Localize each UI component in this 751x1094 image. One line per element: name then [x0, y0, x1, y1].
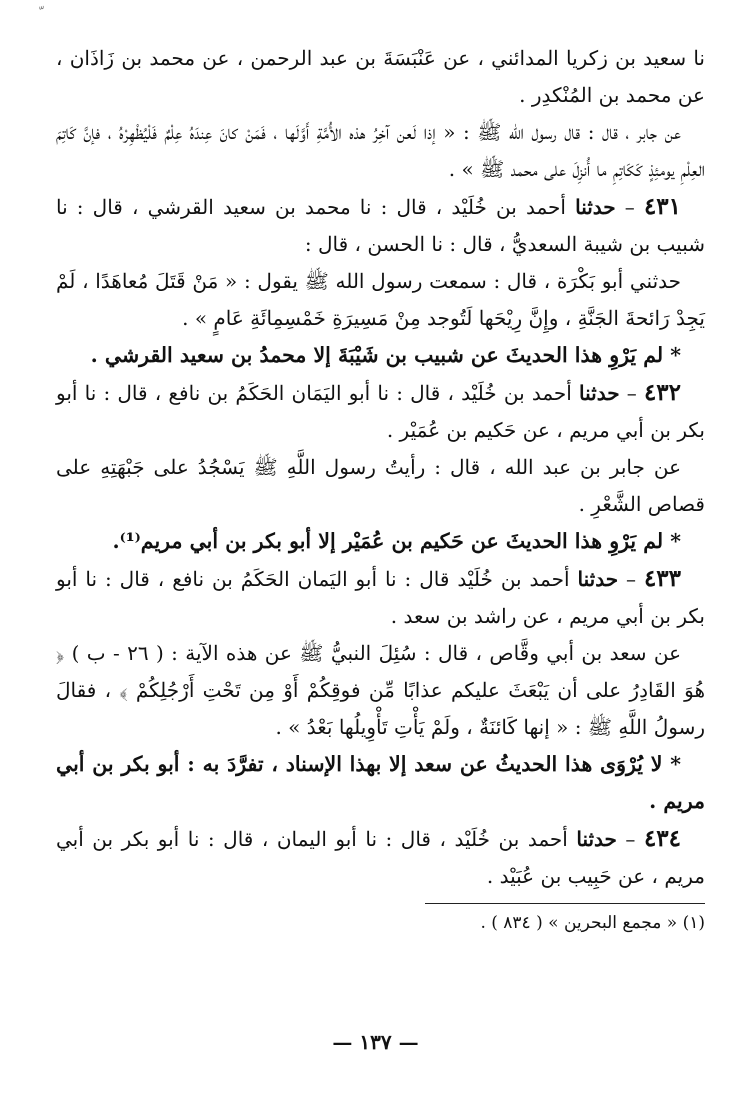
footnote-rule: [425, 903, 705, 904]
paragraph-5: [56, 337, 705, 374]
paragraph-4: [56, 263, 705, 337]
paragraph-text: حدثني أبو بَكْرَة ، قال : سمعت رسول الله ﷺ يقول : « مَنْ قَتَلَ مُعاهَدًا ، لَمْ يَجِدْ رَائحةَ الجَنَّةِ ، وإِنَّ رِيْحَها لَتُوجد مِنْ مَسِيرَةِ خَمْسِمِائَةِ عَامٍ » .: [56, 269, 705, 330]
paragraph-1: [56, 40, 705, 114]
paragraph-8: [56, 523, 705, 560]
paragraph-text: أحمد بن خُلَيْد ، قال : نا أبو اليمان ، قال : نا أبو بكر بن أبي مريم ، عن حَبِيب بن عُبَيْد .: [56, 827, 705, 888]
paragraph-7: [56, 449, 705, 523]
paragraph-text: عن سعد بن أبي وقَّاص ، قال : سُئِلَ النبيُّ ﷺ عن هذه الآية : ( ٢٦ - ب ) ﴿ هُوَ القَادِرُ على أن يَبْعَثَ عليكم عذابًا مِّن فوقِكُمْ أَوْ مِن تَحْتِ أَرْجُلِكُمْ ﴾ ، فقالَ رسولُ اللَّهِ ﷺ : « إنها كَائنَةٌ ، ولَمْ يَأْتِ تَأْوِيلُها بَعْدُ » .: [56, 641, 705, 739]
paragraph-text: عن جابر ، قال : قال رسول الله ﷺ : « إذا لَعن آخِرُ هذه الأُمَّةِ أَوَّلَها ، فَمَنْ كانَ عِندَهُ عِلْمٌ فَلْيُظْهِرْهُ ، فإنَّ كَاتِمَ العِلْمِ يومئِذٍ كَكَاتِمِ ما أُنزِلَ على محمد ﷺ » .: [56, 120, 705, 181]
paragraph-9: ٤٣٣ – حدثنا أحمد بن خُلَيْد قال : نا أبو اليَمان الحَكَمُ بن نافع ، قال : نا أبو بكر بن أبي مريم ، عن راشد بن سعد .: [56, 565, 705, 628]
paragraph-text: * لم يَرْوِ هذا الحديثَ عن حَكيم بن عُمَيْر إلا أبو بكر بن أبي مريم⁽¹⁾.: [112, 529, 681, 553]
paragraph-text: أحمد بن خُلَيْد ، قال : نا محمد بن سعيد القرشي ، قال : نا شبيب بن شيبة السعديُّ ، قال : نا الحسن ، قال :: [56, 195, 705, 256]
hadith-number: ٤٣١: [643, 193, 681, 220]
paragraph-text: أحمد بن خُلَيْد قال : نا أبو اليَمان الحَكَمُ بن نافع ، قال : نا أبو بكر بن أبي مريم ، عن راشد بن سعد .: [56, 567, 705, 628]
haddathana-label: حدثنا: [579, 381, 620, 405]
paragraph-text: نا سعيد بن زكريا المدائني ، عن عَنْبَسَةَ بن عبد الرحمن ، عن محمد بن زَاذَان ، عن محمد بن المُنْكدِر .: [56, 46, 705, 107]
paragraph-2: [56, 114, 705, 188]
page-number: — ١٣٧ —: [332, 1030, 419, 1054]
hadith-number: ٤٣٣: [643, 565, 682, 592]
haddathana-label: حدثنا: [575, 195, 616, 219]
paragraph-text: * لا يُرْوَى هذا الحديثُ عن سعد إلا بهذا الإسناد ، تفرَّدَ به : أبو بكر بن أبي مريم .: [56, 752, 705, 813]
paragraph-12: ٤٣٤ – حدثنا أحمد بن خُلَيْد ، قال : نا أبو اليمان ، قال : نا أبو بكر بن أبي مريم ، عن حَبِيب بن عُبَيْد .: [56, 825, 705, 888]
paragraph-11: [56, 746, 705, 820]
paragraph-3: ٤٣١ – حدثنا أحمد بن خُلَيْد ، قال : نا محمد بن سعيد القرشي ، قال : نا شبيب بن شيبة السعديُّ ، قال : نا الحسن ، قال :: [56, 193, 705, 256]
paragraph-text: عن جابر بن عبد الله ، قال : رأيتُ رسول اللَّهِ ﷺ يَسْجُدُ على جَبْهَتِهِ على قصاص الشَّعْرِ .: [56, 455, 705, 516]
hadith-number: ٤٣٤: [643, 825, 682, 852]
haddathana-label: حدثنا: [576, 827, 617, 851]
paragraph-text: أحمد بن خُلَيْد ، قال : نا أبو اليَمَان الحَكَمُ بن نافع ، قال : نا أبو بكر بن أبي مريم ، عن حَكيم بن عُمَيْر .: [56, 381, 705, 442]
haddathana-label: حدثنا: [577, 567, 619, 591]
hadith-number: ٤٣٢: [643, 379, 681, 406]
paragraph-text: * لم يَرْوِ هذا الحديثَ عن شبيب بن شَيْبَةَ إلا محمدُ بن سعيد القرشي .: [90, 343, 681, 367]
footnote: (١) « مجمع البحرين » ( ٨٣٤ ) .: [480, 913, 705, 933]
paragraph-10: [56, 635, 705, 746]
paragraph-6: ٤٣٢ – حدثنا أحمد بن خُلَيْد ، قال : نا أبو اليَمَان الحَكَمُ بن نافع ، قال : نا أبو بكر بن أبي مريم ، عن حَكيم بن عُمَيْر .: [56, 379, 705, 442]
body-text: [56, 40, 705, 895]
